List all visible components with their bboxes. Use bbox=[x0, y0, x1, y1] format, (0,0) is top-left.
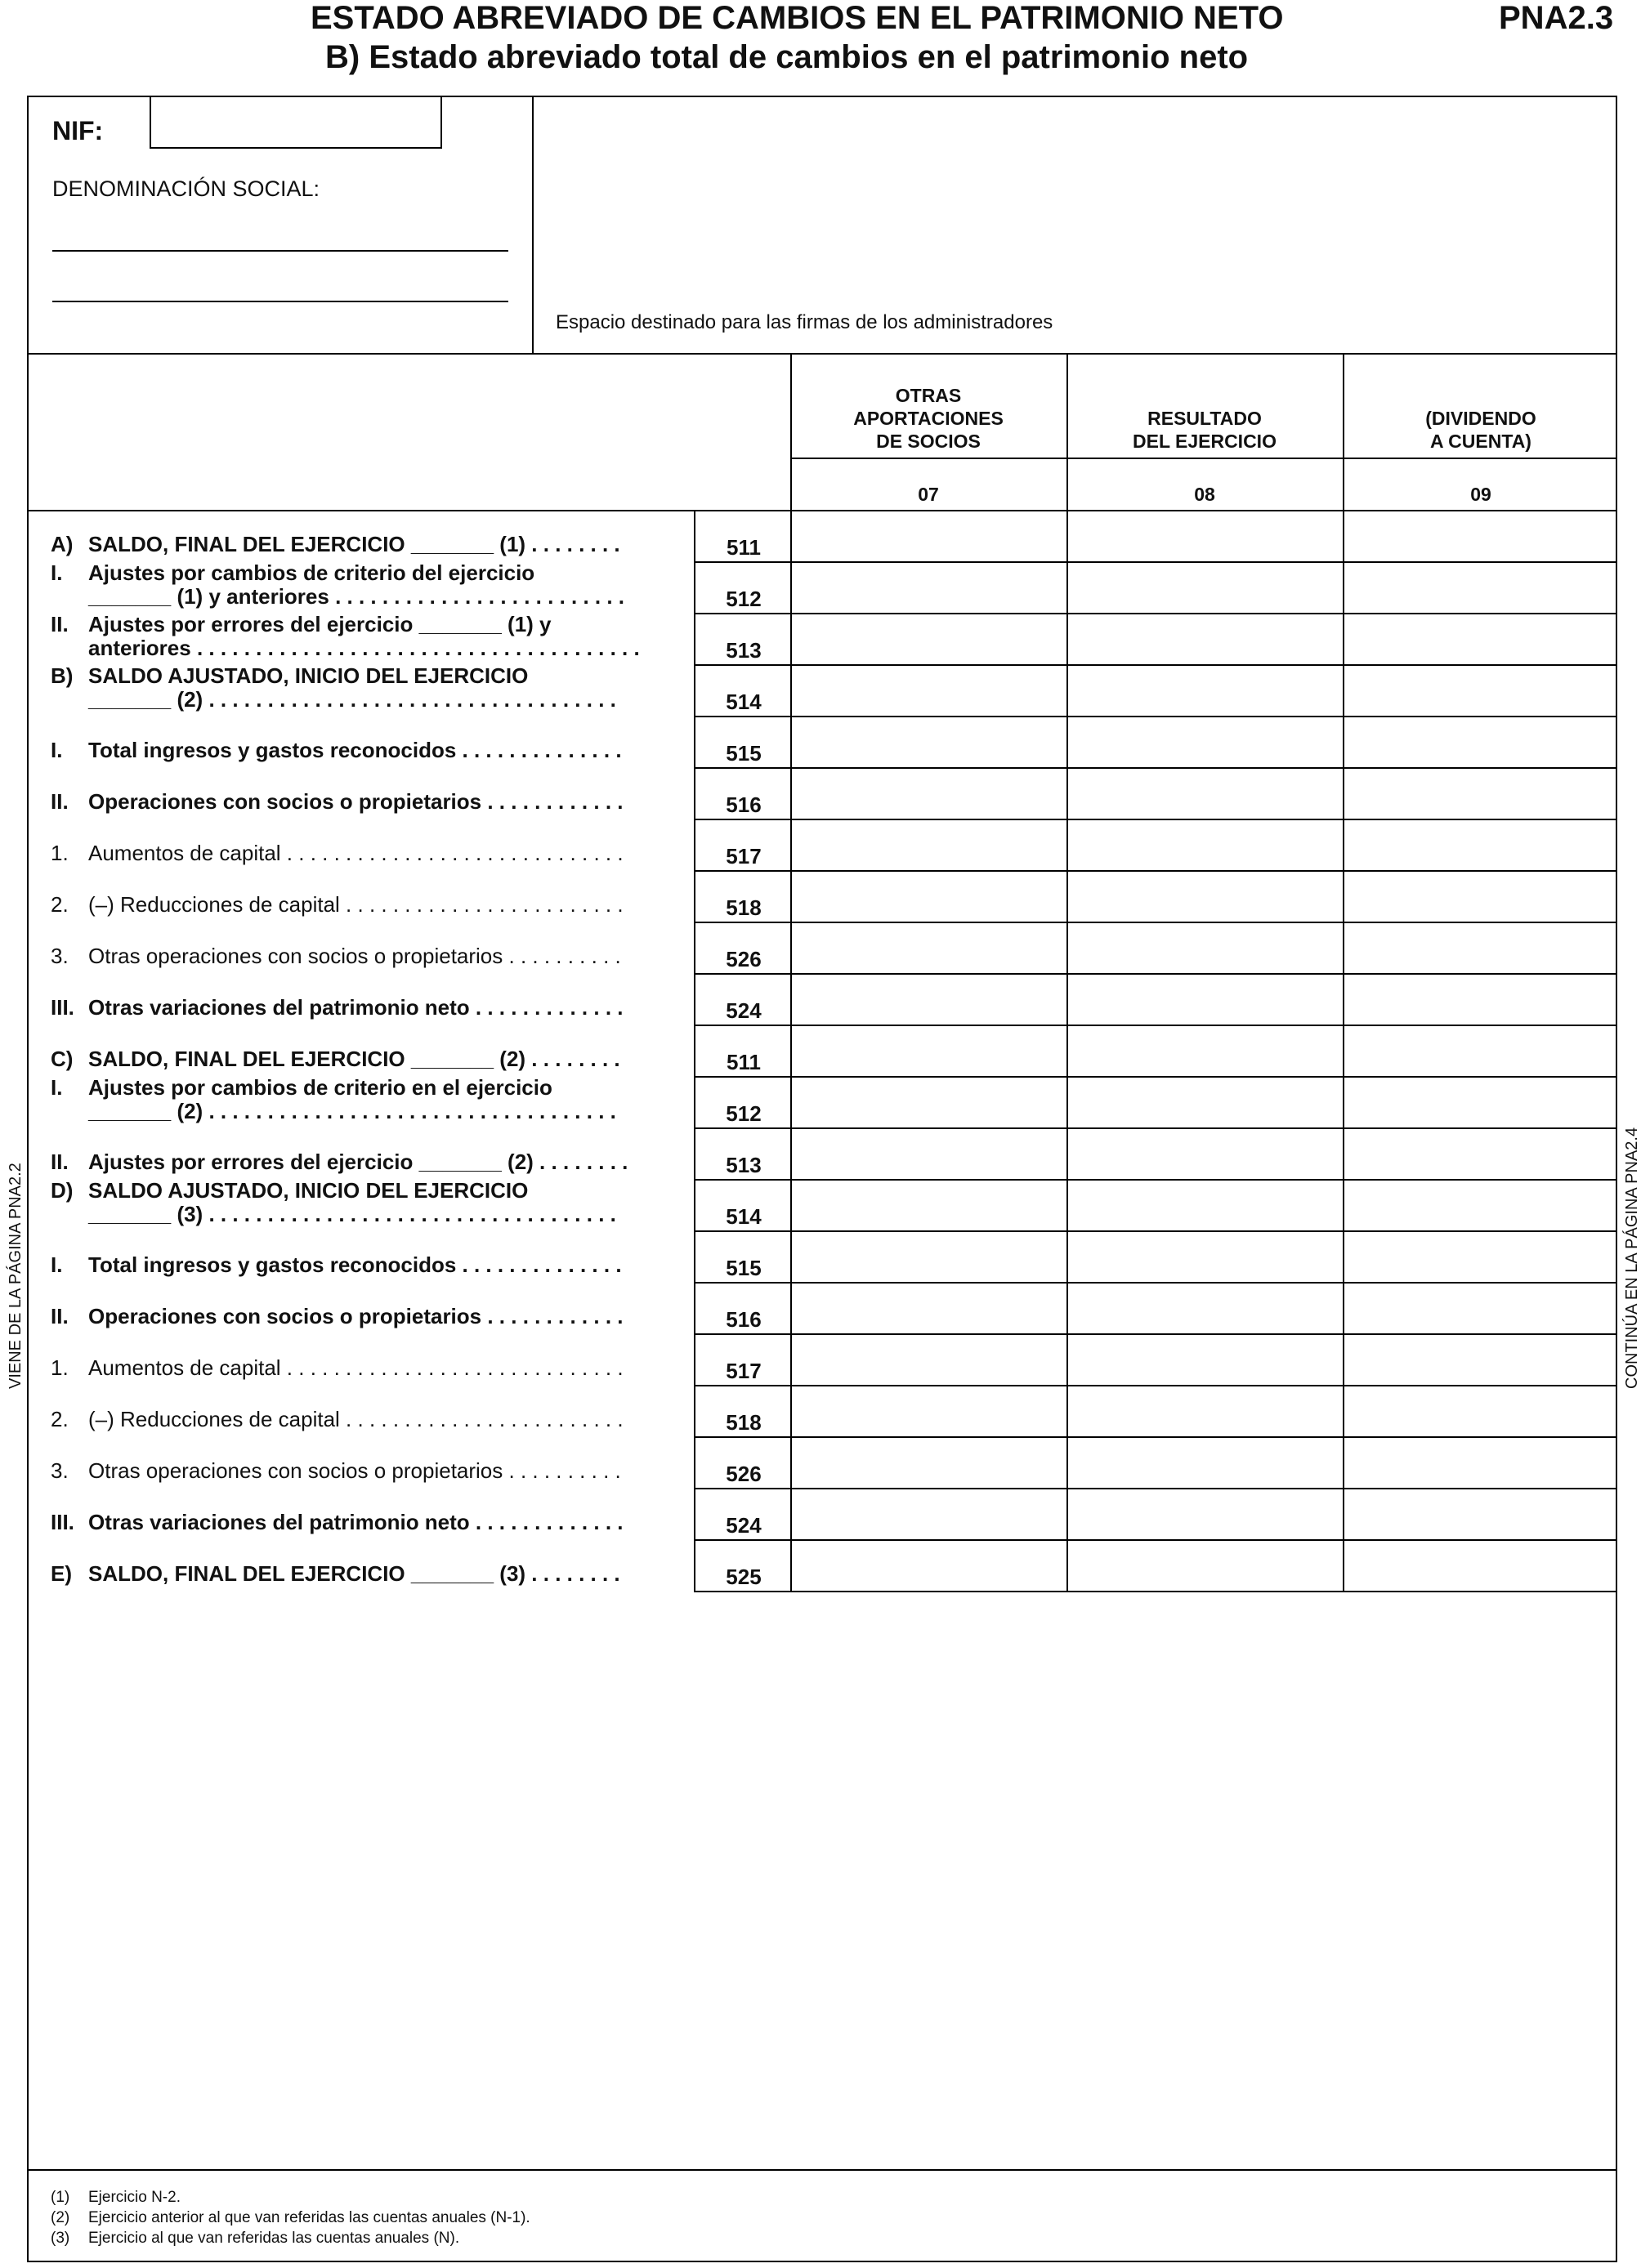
amount-cell[interactable] bbox=[1068, 1026, 1341, 1074]
column-heading: (DIVIDENDO bbox=[1425, 408, 1536, 429]
row-text: SALDO, FINAL DEL EJERCICIO _______ (3) . . . . . . . . bbox=[88, 1561, 620, 1586]
footnote-text: Ejercicio al que van referidas las cuentas anuales (N). bbox=[88, 2230, 460, 2247]
row-code: 512 bbox=[726, 1101, 762, 1126]
nif-label: NIF: bbox=[52, 116, 104, 145]
amount-cell[interactable] bbox=[1068, 1129, 1341, 1177]
amount-cell[interactable] bbox=[792, 1026, 1065, 1074]
amount-cell[interactable] bbox=[1068, 1438, 1341, 1486]
amount-cell[interactable] bbox=[1068, 1284, 1341, 1332]
footnote-number: (3) bbox=[51, 2230, 70, 2247]
amount-cell[interactable] bbox=[1068, 1232, 1341, 1280]
row-label bbox=[51, 533, 675, 556]
amount-cell[interactable] bbox=[1068, 1489, 1341, 1538]
amount-cell[interactable] bbox=[1344, 563, 1616, 611]
amount-cell[interactable] bbox=[1068, 1078, 1341, 1126]
row-code: 518 bbox=[726, 1410, 762, 1435]
row-prefix: I. bbox=[51, 1252, 63, 1277]
amount-cell[interactable] bbox=[1344, 923, 1616, 971]
row-code: 518 bbox=[726, 895, 762, 920]
row-prefix: III. bbox=[51, 1510, 74, 1534]
row-label bbox=[51, 1305, 675, 1328]
row-label bbox=[51, 1562, 675, 1586]
row-code: 517 bbox=[726, 844, 762, 868]
amount-cell[interactable] bbox=[1068, 666, 1341, 714]
row-code: 526 bbox=[726, 947, 762, 971]
amount-cell[interactable] bbox=[792, 1386, 1065, 1435]
footnote bbox=[51, 2189, 181, 2207]
row-code: 514 bbox=[726, 1204, 762, 1229]
row-label bbox=[51, 613, 675, 660]
row-label bbox=[51, 1150, 675, 1174]
row-prefix: II. bbox=[51, 789, 69, 814]
amount-cell[interactable] bbox=[1344, 511, 1616, 560]
amount-cell[interactable] bbox=[1344, 1129, 1616, 1177]
row-label bbox=[51, 893, 675, 917]
row-code: 514 bbox=[726, 690, 762, 714]
row-text: Otras operaciones con socios o propietarios . . . . . . . . . . bbox=[88, 944, 621, 968]
row-text: Otras operaciones con socios o propietarios . . . . . . . . . . bbox=[88, 1458, 621, 1483]
amount-cell[interactable] bbox=[792, 1438, 1065, 1486]
amount-cell[interactable] bbox=[792, 975, 1065, 1023]
row-text: _______ (3) . . . . . . . . . . . . . . . . . . . . . . . . . . . . . . . . . . . bbox=[88, 1202, 616, 1226]
row-label bbox=[51, 790, 675, 814]
amount-cell[interactable] bbox=[1344, 872, 1616, 920]
amount-cell[interactable] bbox=[1344, 1386, 1616, 1435]
row-text: Ajustes por errores del ejercicio _______ (2) . . . . . . . . bbox=[88, 1150, 628, 1174]
row-text: _______ (1) y anteriores . . . . . . . . . . . . . . . . . . . . . . . . . bbox=[88, 584, 625, 609]
row-code: 524 bbox=[726, 998, 762, 1023]
row-code: 513 bbox=[726, 1153, 762, 1177]
amount-cell[interactable] bbox=[1344, 1489, 1616, 1538]
row-label bbox=[51, 1047, 675, 1071]
row-prefix: I. bbox=[51, 560, 63, 585]
column-number: 07 bbox=[918, 484, 939, 505]
amount-cell[interactable] bbox=[1344, 1232, 1616, 1280]
amount-cell[interactable] bbox=[792, 1284, 1065, 1332]
row-prefix: A) bbox=[51, 532, 74, 556]
row-label bbox=[51, 1253, 675, 1277]
footnote bbox=[51, 2230, 459, 2248]
row-code: 524 bbox=[726, 1513, 762, 1538]
header-separator bbox=[27, 353, 1617, 355]
footnote bbox=[51, 2209, 530, 2227]
amount-cell[interactable] bbox=[1344, 666, 1616, 714]
column-heading: OTRAS bbox=[895, 385, 962, 406]
row-prefix: III. bbox=[51, 995, 74, 1020]
row-prefix: I. bbox=[51, 738, 63, 762]
footnote-text: Ejercicio anterior al que van referidas las cuentas anuales (N-1). bbox=[88, 2209, 530, 2226]
row-text: Operaciones con socios o propietarios . . . . . . . . . . . . bbox=[88, 1304, 624, 1328]
row-label bbox=[51, 739, 675, 762]
row-code: 526 bbox=[726, 1462, 762, 1486]
amount-cell[interactable] bbox=[1344, 717, 1616, 766]
amount-cell[interactable] bbox=[1344, 1284, 1616, 1332]
page-subtitle: B) Estado abreviado total de cambios en el patrimonio neto bbox=[325, 39, 1249, 75]
column-heading-rule bbox=[790, 458, 1617, 459]
amount-cell[interactable] bbox=[792, 1489, 1065, 1538]
row-label bbox=[51, 664, 675, 712]
row-code: 516 bbox=[726, 792, 762, 817]
firmas-label: Espacio destinado para las firmas de los administradores bbox=[556, 311, 1053, 333]
row-code: 515 bbox=[726, 1256, 762, 1280]
row-text: SALDO AJUSTADO, INICIO DEL EJERCICIO bbox=[88, 1178, 529, 1203]
row-label bbox=[51, 1076, 675, 1123]
row-text: Ajustes por cambios de criterio del ejercicio bbox=[88, 560, 535, 585]
row-prefix: E) bbox=[51, 1561, 72, 1586]
row-prefix: 1. bbox=[51, 1355, 69, 1380]
row-label bbox=[51, 944, 675, 968]
row-prefix: 2. bbox=[51, 1407, 69, 1431]
amount-cell[interactable] bbox=[792, 872, 1065, 920]
amount-cell[interactable] bbox=[792, 1232, 1065, 1280]
footnote-text: Ejercicio N-2. bbox=[88, 2189, 181, 2206]
row-text: Otras variaciones del patrimonio neto . . . . . . . . . . . . . bbox=[88, 1510, 624, 1534]
amount-cell[interactable] bbox=[792, 666, 1065, 714]
amount-cell[interactable] bbox=[792, 923, 1065, 971]
row-text: _______ (2) . . . . . . . . . . . . . . . . . . . . . . . . . . . . . . . . . . . bbox=[88, 1099, 616, 1123]
row-label bbox=[51, 1356, 675, 1380]
row-code: 511 bbox=[727, 535, 761, 560]
amount-cell[interactable] bbox=[792, 1541, 1065, 1589]
row-code: 512 bbox=[726, 587, 762, 611]
row-prefix: 1. bbox=[51, 841, 69, 865]
row-label bbox=[51, 561, 675, 609]
amount-cell[interactable] bbox=[1344, 820, 1616, 868]
column-number: 08 bbox=[1194, 484, 1215, 505]
row-text: anteriores . . . . . . . . . . . . . . . . . . . . . . . . . . . . . . . . . . . . . . bbox=[88, 636, 640, 660]
amount-cell[interactable] bbox=[792, 769, 1065, 817]
amount-cell[interactable] bbox=[792, 1129, 1065, 1177]
row-text: Aumentos de capital . . . . . . . . . . . . . . . . . . . . . . . . . . . . . bbox=[88, 1355, 624, 1380]
row-text: Operaciones con socios o propietarios . . . . . . . . . . . . bbox=[88, 789, 624, 814]
footnote-separator bbox=[27, 2169, 1617, 2171]
row-label bbox=[51, 1179, 675, 1226]
amount-cell[interactable] bbox=[1068, 1335, 1341, 1383]
denominacion-field-line-1[interactable] bbox=[52, 250, 508, 252]
firmas-area[interactable] bbox=[534, 97, 1616, 301]
row-text: Ajustes por cambios de criterio en el ejercicio bbox=[88, 1075, 552, 1100]
amount-cell[interactable] bbox=[792, 1181, 1065, 1229]
amount-cell[interactable] bbox=[1068, 769, 1341, 817]
column-heading: DE SOCIOS bbox=[876, 431, 981, 452]
row-label bbox=[51, 1408, 675, 1431]
amount-cell[interactable] bbox=[1344, 975, 1616, 1023]
row-text: SALDO AJUSTADO, INICIO DEL EJERCICIO bbox=[88, 663, 529, 688]
footnote-number: (2) bbox=[51, 2209, 70, 2226]
row-code: 516 bbox=[726, 1307, 762, 1332]
amount-cell[interactable] bbox=[1068, 872, 1341, 920]
amount-cell[interactable] bbox=[1068, 563, 1341, 611]
side-note-left: VIENE DE LA PÁGINA PNA2.2 bbox=[7, 1163, 25, 1389]
nif-field[interactable] bbox=[150, 96, 442, 149]
row-text: Aumentos de capital . . . . . . . . . . . . . . . . . . . . . . . . . . . . . bbox=[88, 841, 624, 865]
amount-cell[interactable] bbox=[1344, 1438, 1616, 1486]
amount-cell[interactable] bbox=[792, 1335, 1065, 1383]
amount-cell[interactable] bbox=[1068, 1181, 1341, 1229]
row-label bbox=[51, 996, 675, 1020]
amount-cell[interactable] bbox=[792, 820, 1065, 868]
row-prefix: II. bbox=[51, 1304, 69, 1328]
amount-cell[interactable] bbox=[1344, 1181, 1616, 1229]
amount-cell[interactable] bbox=[1344, 1078, 1616, 1126]
page-title: ESTADO ABREVIADO DE CAMBIOS EN EL PATRIMONIO NETO bbox=[311, 0, 1284, 36]
amount-cell[interactable] bbox=[792, 1078, 1065, 1126]
row-prefix: 2. bbox=[51, 892, 69, 917]
amount-cell[interactable] bbox=[1068, 1386, 1341, 1435]
row-text: Total ingresos y gastos reconocidos . . . . . . . . . . . . . . bbox=[88, 1252, 622, 1277]
column-heading: RESULTADO bbox=[1147, 408, 1262, 429]
amount-cell[interactable] bbox=[1344, 614, 1616, 663]
amount-cell[interactable] bbox=[1068, 1541, 1341, 1589]
amount-cell[interactable] bbox=[1344, 1026, 1616, 1074]
amount-cell[interactable] bbox=[1068, 511, 1341, 560]
row-text: (–) Reducciones de capital . . . . . . . . . . . . . . . . . . . . . . . . bbox=[88, 1407, 624, 1431]
form-code: PNA2.3 bbox=[1499, 0, 1614, 36]
amount-cell[interactable] bbox=[1068, 820, 1341, 868]
amount-cell[interactable] bbox=[1068, 614, 1341, 663]
row-text: _______ (2) . . . . . . . . . . . . . . . . . . . . . . . . . . . . . . . . . . . bbox=[88, 687, 616, 712]
row-label bbox=[51, 1459, 675, 1483]
amount-cell[interactable] bbox=[1068, 975, 1341, 1023]
row-text: SALDO, FINAL DEL EJERCICIO _______ (2) . . . . . . . . bbox=[88, 1047, 620, 1071]
row-text: Otras variaciones del patrimonio neto . . . . . . . . . . . . . bbox=[88, 995, 624, 1020]
denominacion-label: DENOMINACIÓN SOCIAL: bbox=[52, 176, 320, 201]
side-note-right: CONTINÚA EN LA PÁGINA PNA2.4 bbox=[1623, 1127, 1641, 1389]
column-heading: A CUENTA) bbox=[1430, 431, 1531, 452]
row-code: 517 bbox=[726, 1359, 762, 1383]
row-prefix: II. bbox=[51, 612, 69, 636]
denominacion-field-line-2[interactable] bbox=[52, 301, 508, 302]
row-code: 511 bbox=[727, 1050, 761, 1074]
row-code: 515 bbox=[726, 741, 762, 766]
row-label bbox=[51, 1511, 675, 1534]
row-prefix: I. bbox=[51, 1075, 63, 1100]
row-prefix: 3. bbox=[51, 1458, 69, 1483]
row-prefix: C) bbox=[51, 1047, 74, 1071]
column-heading: APORTACIONES bbox=[853, 408, 1004, 429]
row-prefix: D) bbox=[51, 1178, 74, 1203]
amount-cell[interactable] bbox=[1068, 923, 1341, 971]
row-text: Total ingresos y gastos reconocidos . . . . . . . . . . . . . . bbox=[88, 738, 622, 762]
column-heading: DEL EJERCICIO bbox=[1133, 431, 1277, 452]
row-code: 513 bbox=[726, 638, 762, 663]
amount-cell[interactable] bbox=[792, 563, 1065, 611]
amount-cell[interactable] bbox=[1344, 769, 1616, 817]
row-label bbox=[51, 842, 675, 865]
amount-cell[interactable] bbox=[792, 511, 1065, 560]
amount-cell[interactable] bbox=[792, 614, 1065, 663]
row-prefix: II. bbox=[51, 1150, 69, 1174]
amount-cell[interactable] bbox=[1344, 1335, 1616, 1383]
row-rule bbox=[694, 1591, 1617, 1592]
footnote-number: (1) bbox=[51, 2189, 70, 2206]
row-code: 525 bbox=[726, 1565, 762, 1589]
row-text: (–) Reducciones de capital . . . . . . . . . . . . . . . . . . . . . . . . bbox=[88, 892, 624, 917]
row-prefix: B) bbox=[51, 663, 74, 688]
amount-cell[interactable] bbox=[1344, 1541, 1616, 1589]
amount-cell[interactable] bbox=[792, 717, 1065, 766]
amount-cell[interactable] bbox=[1068, 717, 1341, 766]
row-text: Ajustes por errores del ejercicio _______ (1) y bbox=[88, 612, 552, 636]
row-text: SALDO, FINAL DEL EJERCICIO _______ (1) . . . . . . . . bbox=[88, 532, 620, 556]
row-prefix: 3. bbox=[51, 944, 69, 968]
column-number: 09 bbox=[1470, 484, 1491, 505]
